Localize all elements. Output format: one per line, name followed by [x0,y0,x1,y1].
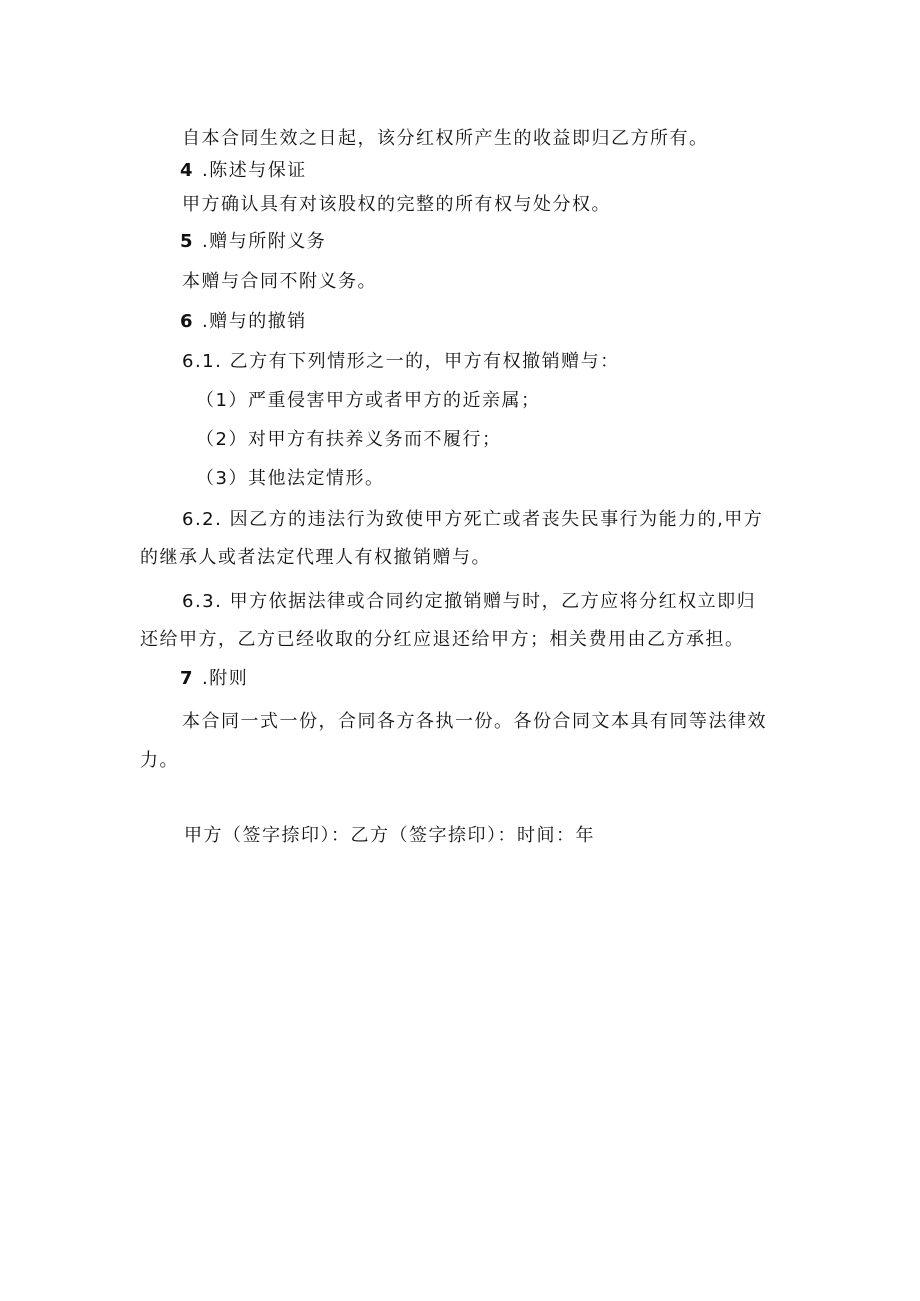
clause-6-1-item: （1）严重侵害甲方或者甲方的近亲属； [196,390,541,411]
section-5-title: .赠与所附义务 [202,231,327,252]
section-4-heading [180,158,307,184]
clause-6-2-line-2: 的继承人或者法定代理人有权撤销赠与。 [140,547,491,568]
section-4-number: 4 [180,160,195,181]
section-7-heading [180,666,248,692]
section-7-title: .附则 [202,668,249,689]
section-5-number: 5 [180,231,195,252]
clause-6-1: 6.1. 乙方有下列情形之一的，甲方有权撤销赠与： [182,351,620,372]
clause-6-2-line-1: 6.2. 因乙方的违法行为致使甲方死亡或者丧失民事行为能力的,甲方 [182,509,764,530]
section-6-heading [180,309,307,335]
clause-6-3-line-2: 还给甲方，乙方已经收取的分红应退还给甲方；相关费用由乙方承担。 [140,629,745,650]
section-6-title: .赠与的撤销 [202,311,307,332]
section-7-number: 7 [180,668,195,689]
paragraph-4: 甲方确认具有对该股权的完整的所有权与处分权。 [182,194,611,215]
paragraph-7-line-2: 力。 [140,750,179,771]
clause-6-1-item: （3）其他法定情形。 [196,468,385,489]
paragraph-intro: 自本合同生效之日起，该分红权所产生的收益即归乙方所有。 [182,128,709,149]
section-4-title: .陈述与保证 [202,160,307,181]
paragraph-5: 本赠与合同不附义务。 [182,271,377,292]
clause-6-3-line-1: 6.3. 甲方依据法律或合同约定撤销赠与时，乙方应将分红权立即归 [182,591,757,612]
section-6-number: 6 [180,311,195,332]
section-5-heading [180,229,326,255]
clause-6-1-item: （2）对甲方有扶养义务而不履行； [196,429,502,450]
signature-line: 甲方（签字捺印）：乙方（签字捺印）：时间：年 [184,825,595,846]
paragraph-7-line-1: 本合同一式一份，合同各方各执一份。各份合同文本具有同等法律效 [182,711,767,732]
